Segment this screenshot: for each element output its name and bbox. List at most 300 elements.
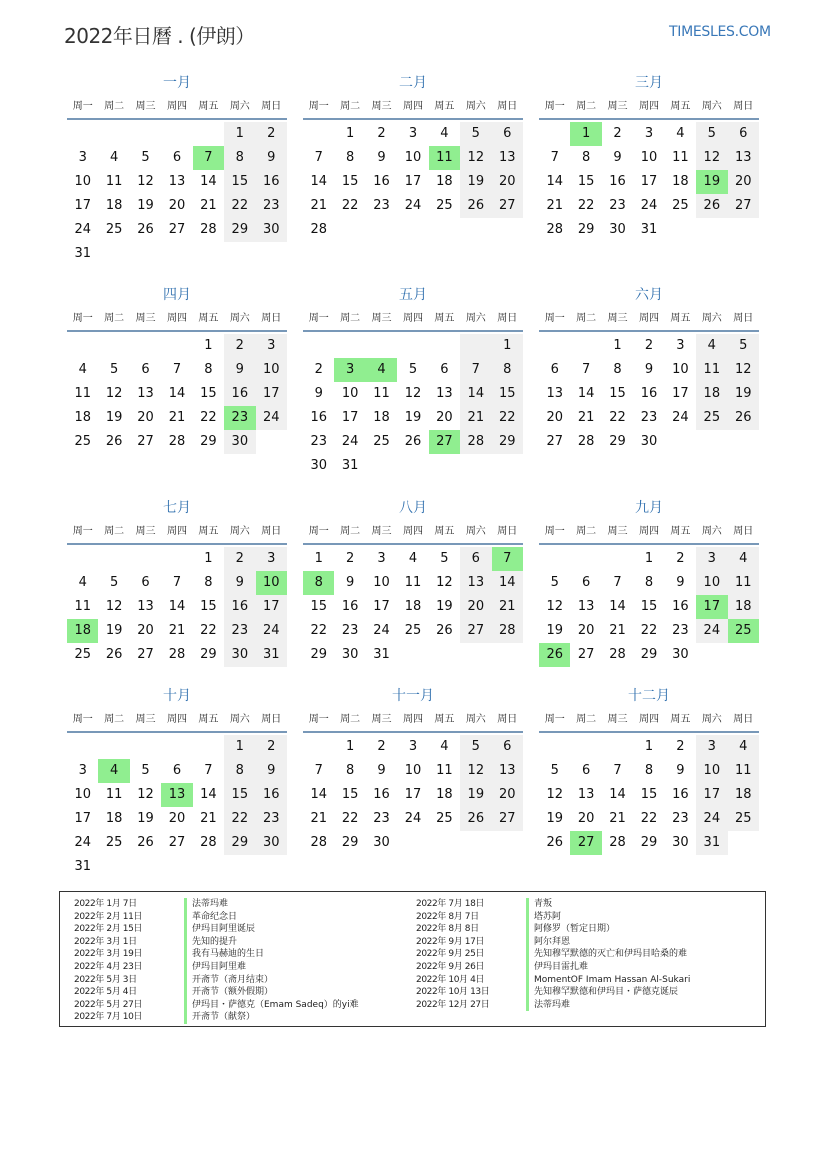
day-cell: 29 — [640, 647, 658, 662]
weekday-label: 周一 — [72, 313, 93, 324]
weekday-label: 周五 — [670, 526, 691, 537]
holiday-date: 2022年 10月 4日 — [416, 974, 485, 985]
legend-row — [416, 999, 690, 1012]
holiday-name: 伊玛目阿里诞辰 — [192, 924, 256, 935]
month-name: 十一月 — [392, 688, 434, 704]
weekday-header — [67, 308, 287, 332]
empty-day-cell — [67, 122, 98, 146]
empty-day-cell — [98, 334, 129, 358]
holiday-day-cell: 23 — [224, 406, 255, 430]
day-cell: 20 — [137, 623, 154, 638]
days-grid — [303, 120, 523, 242]
day-cell: 22 — [341, 198, 359, 213]
legend-row — [74, 986, 359, 999]
day-cell: 12 — [728, 358, 759, 382]
legend-row — [74, 1011, 359, 1024]
day-cell: 26 — [460, 194, 491, 218]
holiday-day-cell: 13 — [161, 783, 192, 807]
day-cell: 5 — [141, 763, 150, 778]
weekday-label: 周五 — [670, 714, 691, 725]
weekday-header — [303, 308, 523, 332]
month-block — [67, 72, 287, 266]
weekday-label: 周五 — [670, 101, 691, 112]
day-cell: 21 — [310, 811, 327, 826]
day-cell: 10 — [341, 386, 359, 401]
holiday-marker — [526, 898, 529, 911]
day-cell: 7 — [314, 150, 323, 165]
weekday-label: 周四 — [166, 714, 187, 725]
month-block — [67, 284, 287, 454]
month-block — [539, 284, 759, 454]
day-cell: 8 — [224, 759, 255, 783]
empty-day-cell — [130, 334, 161, 358]
day-cell: 5 — [550, 763, 559, 778]
day-cell: 29 — [310, 647, 327, 662]
day-cell: 14 — [168, 386, 186, 401]
day-cell: 13 — [460, 571, 491, 595]
weekday-header — [67, 521, 287, 545]
day-cell: 27 — [546, 434, 563, 449]
day-cell: 6 — [440, 362, 449, 377]
day-cell: 30 — [224, 430, 255, 454]
day-cell: 17 — [74, 198, 91, 213]
weekday-label: 周日 — [261, 101, 282, 112]
weekday-label: 周六 — [465, 714, 486, 725]
day-cell: 7 — [460, 358, 491, 382]
holiday-name: 开斋节（献祭） — [192, 1012, 256, 1023]
weekday-label: 周二 — [340, 526, 361, 537]
day-cell: 24 — [640, 198, 658, 213]
holiday-day-cell: 10 — [256, 571, 287, 595]
day-cell: 9 — [644, 362, 654, 377]
day-cell: 11 — [728, 571, 759, 595]
day-cell: 25 — [436, 811, 453, 826]
day-cell: 22 — [224, 194, 255, 218]
empty-day-cell — [303, 334, 334, 358]
day-cell: 8 — [224, 146, 255, 170]
month-name: 十月 — [163, 688, 191, 704]
weekday-label: 周一 — [308, 101, 329, 112]
day-cell: 21 — [577, 410, 595, 425]
day-cell: 27 — [492, 807, 523, 831]
holiday-marker — [184, 948, 187, 961]
day-cell: 22 — [640, 623, 658, 638]
day-cell: 6 — [728, 122, 759, 146]
day-cell: 1 — [314, 551, 323, 566]
days-grid — [303, 733, 523, 855]
day-cell: 11 — [672, 150, 689, 165]
legend-row — [416, 911, 690, 924]
weekday-label: 周六 — [229, 526, 250, 537]
holiday-marker — [526, 948, 529, 961]
day-cell: 20 — [492, 170, 523, 194]
days-grid — [303, 545, 523, 667]
day-cell: 6 — [172, 763, 182, 778]
day-cell: 10 — [640, 150, 658, 165]
day-cell: 22 — [341, 811, 359, 826]
day-cell: 24 — [672, 410, 689, 425]
day-cell: 17 — [404, 787, 422, 802]
day-cell: 16 — [373, 787, 390, 802]
day-cell: 18 — [74, 410, 91, 425]
holiday-marker — [184, 923, 187, 936]
weekday-label: 周三 — [371, 714, 392, 725]
holiday-day-cell: 19 — [696, 170, 727, 194]
day-cell: 14 — [200, 787, 217, 802]
day-cell: 23 — [224, 619, 255, 643]
day-cell: 30 — [373, 835, 390, 850]
day-cell: 12 — [546, 599, 563, 614]
day-cell: 4 — [440, 126, 449, 141]
weekday-header — [303, 96, 523, 120]
day-cell: 18 — [436, 787, 453, 802]
month-block — [539, 685, 759, 855]
day-cell: 26 — [546, 835, 563, 850]
day-cell: 10 — [404, 150, 422, 165]
weekday-header — [539, 521, 759, 545]
day-cell: 15 — [224, 170, 255, 194]
empty-day-cell — [161, 122, 192, 146]
holiday-name: 阿修罗（暂定日期） — [534, 924, 616, 935]
day-cell: 29 — [224, 218, 255, 242]
weekday-label: 周五 — [198, 313, 219, 324]
holiday-day-cell: 4 — [366, 358, 397, 382]
weekday-label: 周二 — [576, 714, 597, 725]
weekday-label: 周五 — [198, 101, 219, 112]
day-cell: 16 — [256, 783, 287, 807]
legend-row — [74, 911, 359, 924]
holiday-marker — [526, 911, 529, 924]
weekday-label: 周一 — [308, 714, 329, 725]
holiday-date: 2022年 7月 10日 — [74, 1012, 143, 1023]
day-cell: 28 — [546, 222, 563, 237]
days-grid — [539, 120, 759, 242]
day-cell: 24 — [404, 198, 422, 213]
weekday-label: 周日 — [261, 526, 282, 537]
legend-row — [74, 999, 359, 1012]
month-block — [67, 497, 287, 667]
day-cell: 29 — [200, 647, 217, 662]
day-cell: 28 — [200, 222, 217, 237]
weekday-label: 周三 — [135, 526, 156, 537]
day-cell: 14 — [609, 599, 626, 614]
day-cell: 21 — [310, 198, 327, 213]
day-cell: 25 — [696, 406, 727, 430]
day-cell: 7 — [613, 575, 622, 590]
holiday-date: 2022年 9月 17日 — [416, 936, 485, 947]
empty-day-cell — [602, 547, 633, 571]
day-cell: 19 — [404, 410, 422, 425]
empty-day-cell — [602, 735, 633, 759]
day-cell: 2 — [377, 126, 386, 141]
day-cell: 11 — [74, 386, 91, 401]
day-cell: 30 — [310, 458, 327, 473]
day-cell: 20 — [728, 170, 759, 194]
day-cell: 7 — [172, 362, 182, 377]
day-cell: 19 — [460, 783, 491, 807]
weekday-label: 周六 — [465, 101, 486, 112]
weekday-header — [67, 96, 287, 120]
day-cell: 7 — [314, 763, 323, 778]
day-cell: 6 — [172, 150, 182, 165]
day-cell: 12 — [105, 599, 123, 614]
day-cell: 26 — [436, 623, 453, 638]
legend-row — [74, 961, 359, 974]
day-cell: 15 — [577, 174, 595, 189]
weekday-label: 周日 — [261, 313, 282, 324]
day-cell: 12 — [460, 759, 491, 783]
empty-day-cell — [130, 122, 161, 146]
holiday-day-cell: 7 — [193, 146, 224, 170]
day-cell: 25 — [105, 835, 123, 850]
day-cell: 15 — [640, 599, 658, 614]
weekday-label: 周五 — [198, 714, 219, 725]
day-cell: 20 — [460, 595, 491, 619]
weekday-label: 周四 — [402, 101, 423, 112]
day-cell: 28 — [577, 434, 595, 449]
weekday-label: 周一 — [544, 714, 565, 725]
day-cell: 6 — [581, 575, 591, 590]
holiday-day-cell: 4 — [98, 759, 129, 783]
day-cell: 13 — [492, 759, 523, 783]
empty-day-cell — [193, 122, 224, 146]
empty-day-cell — [429, 334, 460, 358]
day-cell: 22 — [492, 406, 523, 430]
day-cell: 15 — [200, 386, 217, 401]
holiday-marker — [526, 974, 529, 987]
weekday-label: 周二 — [576, 313, 597, 324]
weekday-label: 周三 — [371, 101, 392, 112]
day-cell: 16 — [341, 599, 359, 614]
day-cell: 19 — [546, 811, 563, 826]
day-cell: 27 — [168, 222, 186, 237]
day-cell: 25 — [404, 623, 422, 638]
day-cell: 10 — [74, 174, 91, 189]
day-cell: 13 — [137, 386, 154, 401]
holiday-name: 伊玛目雷扎难 — [534, 961, 589, 972]
day-cell: 2 — [256, 122, 287, 146]
day-cell: 21 — [546, 198, 563, 213]
day-cell: 9 — [377, 150, 386, 165]
day-cell: 16 — [224, 595, 255, 619]
weekday-label: 周六 — [229, 714, 250, 725]
day-cell: 18 — [436, 174, 453, 189]
day-cell: 3 — [408, 126, 418, 141]
empty-day-cell — [161, 735, 192, 759]
day-cell: 28 — [460, 430, 491, 454]
day-cell: 20 — [137, 410, 154, 425]
day-cell: 23 — [373, 811, 390, 826]
day-cell: 14 — [577, 386, 595, 401]
holiday-marker — [184, 974, 187, 987]
holiday-marker — [526, 986, 529, 999]
holiday-name: 先知穆罕默德和伊玛目・萨德克诞辰 — [534, 987, 679, 998]
month-name: 十二月 — [628, 688, 670, 704]
day-cell: 3 — [78, 763, 87, 778]
day-cell: 21 — [168, 410, 186, 425]
day-cell: 13 — [436, 386, 453, 401]
days-grid — [303, 332, 523, 478]
day-cell: 17 — [256, 595, 287, 619]
day-cell: 14 — [310, 787, 327, 802]
day-cell: 18 — [105, 198, 123, 213]
day-cell: 22 — [200, 410, 217, 425]
day-cell: 30 — [256, 831, 287, 855]
legend-row — [416, 898, 690, 911]
empty-day-cell — [130, 735, 161, 759]
day-cell: 18 — [728, 595, 759, 619]
day-cell: 9 — [256, 146, 287, 170]
day-cell: 12 — [460, 146, 491, 170]
day-cell: 14 — [492, 571, 523, 595]
day-cell: 17 — [256, 382, 287, 406]
day-cell: 26 — [137, 835, 154, 850]
day-cell: 5 — [460, 122, 491, 146]
day-cell: 8 — [204, 575, 213, 590]
day-cell: 29 — [492, 430, 523, 454]
day-cell: 9 — [676, 763, 685, 778]
holiday-name: 革命纪念日 — [192, 911, 238, 922]
weekday-label: 周二 — [576, 101, 597, 112]
day-cell: 9 — [676, 575, 685, 590]
site-link[interactable]: TIMESLES.COM — [669, 24, 771, 40]
day-cell: 11 — [105, 174, 123, 189]
day-cell: 31 — [640, 222, 658, 237]
day-cell: 8 — [581, 150, 591, 165]
day-cell: 30 — [609, 222, 626, 237]
day-cell: 8 — [492, 358, 523, 382]
day-cell: 5 — [109, 575, 119, 590]
legend-row — [416, 948, 690, 961]
day-cell: 17 — [373, 599, 390, 614]
empty-day-cell — [67, 334, 98, 358]
day-cell: 16 — [640, 386, 658, 401]
legend-row — [74, 974, 359, 987]
empty-day-cell — [98, 547, 129, 571]
weekday-label: 周一 — [544, 313, 565, 324]
day-cell: 23 — [373, 198, 390, 213]
day-cell: 3 — [644, 126, 654, 141]
day-cell: 1 — [644, 739, 654, 754]
day-cell: 15 — [640, 787, 658, 802]
month-block — [67, 685, 287, 879]
day-cell: 29 — [341, 835, 359, 850]
day-cell: 7 — [172, 575, 182, 590]
legend-row — [416, 986, 690, 999]
weekday-label: 周六 — [701, 714, 722, 725]
day-cell: 20 — [577, 811, 595, 826]
day-cell: 29 — [609, 434, 626, 449]
empty-day-cell — [67, 547, 98, 571]
month-block — [539, 72, 759, 242]
empty-day-cell — [161, 334, 192, 358]
day-cell: 16 — [373, 174, 390, 189]
day-cell: 25 — [373, 434, 390, 449]
day-cell: 8 — [345, 150, 355, 165]
weekday-label: 周五 — [434, 526, 455, 537]
day-cell: 25 — [105, 222, 123, 237]
weekday-label: 周日 — [733, 714, 754, 725]
holiday-name: 青叛 — [534, 899, 553, 909]
day-cell: 16 — [672, 787, 689, 802]
weekday-label: 周三 — [607, 714, 628, 725]
day-cell: 1 — [492, 334, 523, 358]
weekday-label: 周一 — [308, 526, 329, 537]
weekday-label: 周日 — [733, 526, 754, 537]
day-cell: 10 — [404, 763, 422, 778]
day-cell: 28 — [168, 647, 186, 662]
day-cell: 31 — [373, 647, 390, 662]
empty-day-cell — [303, 735, 334, 759]
day-cell: 23 — [609, 198, 626, 213]
day-cell: 22 — [310, 623, 327, 638]
day-cell: 9 — [224, 358, 255, 382]
holiday-marker — [526, 961, 529, 974]
day-cell: 2 — [644, 338, 654, 353]
day-cell: 10 — [696, 571, 727, 595]
day-cell: 9 — [345, 575, 355, 590]
day-cell: 21 — [200, 198, 217, 213]
holiday-date: 2022年 10月 13日 — [416, 987, 490, 998]
day-cell: 25 — [436, 198, 453, 213]
day-cell: 24 — [404, 811, 422, 826]
holiday-marker — [184, 986, 187, 999]
day-cell: 28 — [310, 222, 327, 237]
holiday-day-cell: 26 — [539, 643, 570, 667]
day-cell: 2 — [676, 739, 685, 754]
day-cell: 21 — [492, 595, 523, 619]
holiday-name: 伊玛目・萨德克（Emam Sadeq）的yi难 — [192, 999, 359, 1010]
day-cell: 27 — [460, 619, 491, 643]
holiday-marker — [184, 961, 187, 974]
holiday-date: 2022年 5月 27日 — [74, 999, 143, 1010]
day-cell: 2 — [256, 735, 287, 759]
day-cell: 29 — [577, 222, 595, 237]
day-cell: 20 — [492, 783, 523, 807]
holiday-marker — [526, 999, 529, 1012]
day-cell: 18 — [672, 174, 689, 189]
day-cell: 15 — [492, 382, 523, 406]
day-cell: 15 — [609, 386, 626, 401]
holiday-date: 2022年 8月 7日 — [416, 911, 479, 922]
weekday-header — [539, 96, 759, 120]
weekday-label: 周三 — [607, 313, 628, 324]
day-cell: 30 — [224, 643, 255, 667]
holiday-day-cell: 1 — [570, 122, 601, 146]
day-cell: 24 — [696, 619, 727, 643]
weekday-label: 周四 — [402, 714, 423, 725]
holiday-date: 2022年 9月 26日 — [416, 961, 485, 972]
weekday-label: 周四 — [166, 101, 187, 112]
day-cell: 15 — [341, 174, 359, 189]
holiday-day-cell: 25 — [728, 619, 759, 643]
days-grid — [539, 332, 759, 454]
holiday-name: 塔苏阿 — [534, 911, 562, 922]
month-name: 七月 — [163, 500, 191, 516]
day-cell: 5 — [460, 735, 491, 759]
day-cell: 4 — [728, 735, 759, 759]
weekday-label: 周四 — [166, 313, 187, 324]
day-cell: 17 — [74, 811, 91, 826]
day-cell: 12 — [546, 787, 563, 802]
weekday-label: 周日 — [497, 101, 518, 112]
holiday-day-cell: 11 — [429, 146, 460, 170]
weekday-label: 周四 — [638, 101, 659, 112]
month-name: 四月 — [163, 287, 191, 303]
weekday-label: 周三 — [135, 714, 156, 725]
day-cell: 20 — [436, 410, 453, 425]
day-cell: 23 — [672, 811, 689, 826]
